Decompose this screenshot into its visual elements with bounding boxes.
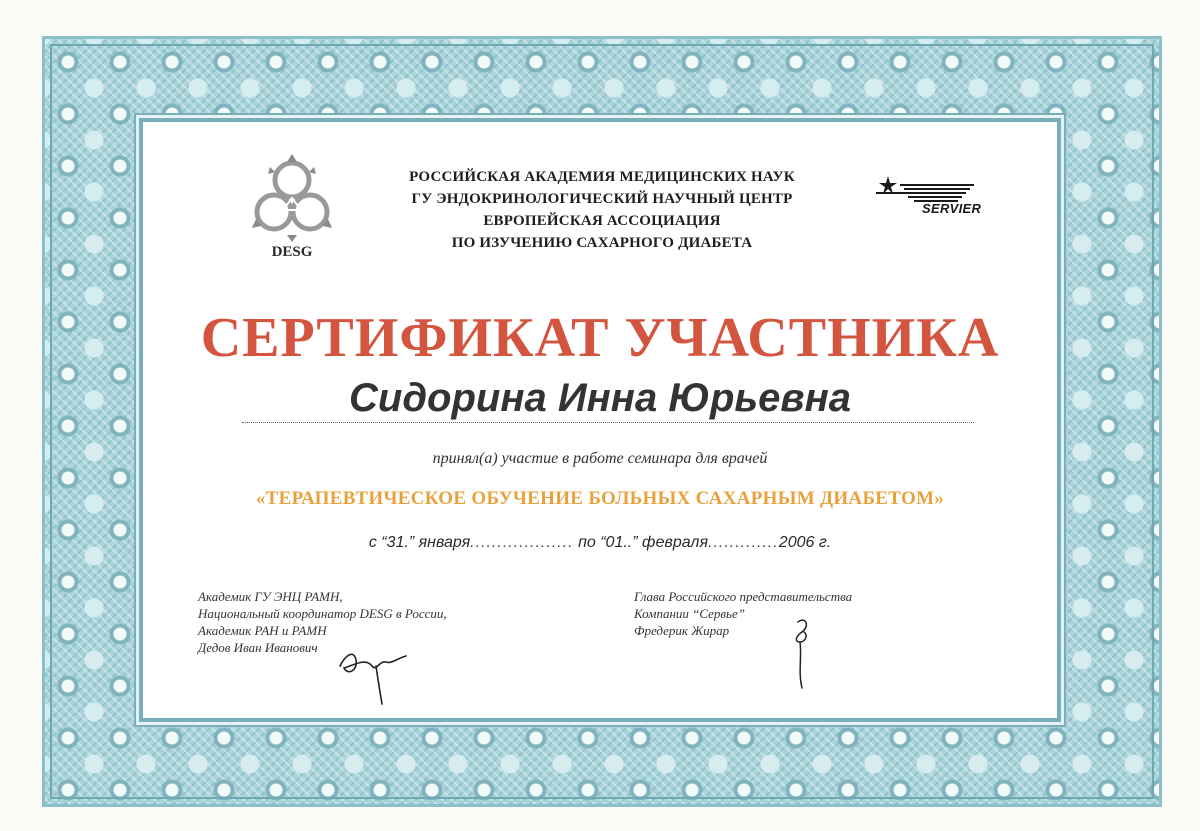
- signature-girard: [780, 612, 820, 692]
- recipient-name: Сидорина Инна Юрьевна: [349, 376, 851, 420]
- organization-header: [372, 166, 832, 254]
- organization-line: ЕВРОПЕЙСКАЯ АССОЦИАЦИЯ: [483, 213, 721, 229]
- to-month: февраля: [642, 534, 708, 551]
- from-day: “31.”: [381, 534, 415, 551]
- participation-text: принял(а) участие в работе семинара для врачей: [432, 450, 768, 467]
- year-suffix: г.: [818, 534, 832, 551]
- from-month: января: [418, 534, 471, 551]
- organization-line: ГУ ЭНДОКРИНОЛОГИЧЕСКИЙ НАУЧНЫЙ ЦЕНТР: [411, 191, 793, 207]
- to-label: по: [578, 534, 596, 551]
- year: 2006: [778, 534, 815, 551]
- signatory-line: Компании “Сервье”: [634, 606, 745, 621]
- desg-logo-text: DESG: [271, 244, 313, 260]
- seminar-title: «ТЕРАПЕВТИЧЕСКОЕ ОБУЧЕНИЕ БОЛЬНЫХ САХАРНЫМ ДИАБЕТОМ»: [255, 488, 945, 509]
- name-underline: [242, 422, 974, 423]
- signatory-line: Академик РАН и РАМН: [198, 623, 327, 638]
- signatory-line: Национальный координатор DESG в России,: [198, 606, 447, 621]
- signatory-line: Глава Российского представительства: [634, 589, 853, 604]
- seminar-dates: [200, 534, 1000, 552]
- to-dots: .............: [708, 534, 779, 551]
- signatory-line: Дедов Иван Иванович: [198, 640, 318, 655]
- signature-dedov: [336, 636, 416, 706]
- organization-line: РОССИЙСКАЯ АКАДЕМИЯ МЕДИЦИНСКИХ НАУК: [409, 169, 795, 185]
- certificate-title: СЕРТИФИКАТ УЧАСТНИКА: [200, 307, 1000, 369]
- from-label: с: [368, 534, 377, 551]
- servier-logo-text: SERVIER: [922, 201, 982, 216]
- signatory-line: Фредерик Жирар: [634, 623, 730, 638]
- organization-line: ПО ИЗУЧЕНИЮ САХАРНОГО ДИАБЕТА: [451, 235, 753, 251]
- signatory-line: Академик ГУ ЭНЦ РАМН,: [198, 589, 343, 604]
- to-day: “01..”: [600, 534, 638, 551]
- from-dots: ...................: [470, 534, 574, 551]
